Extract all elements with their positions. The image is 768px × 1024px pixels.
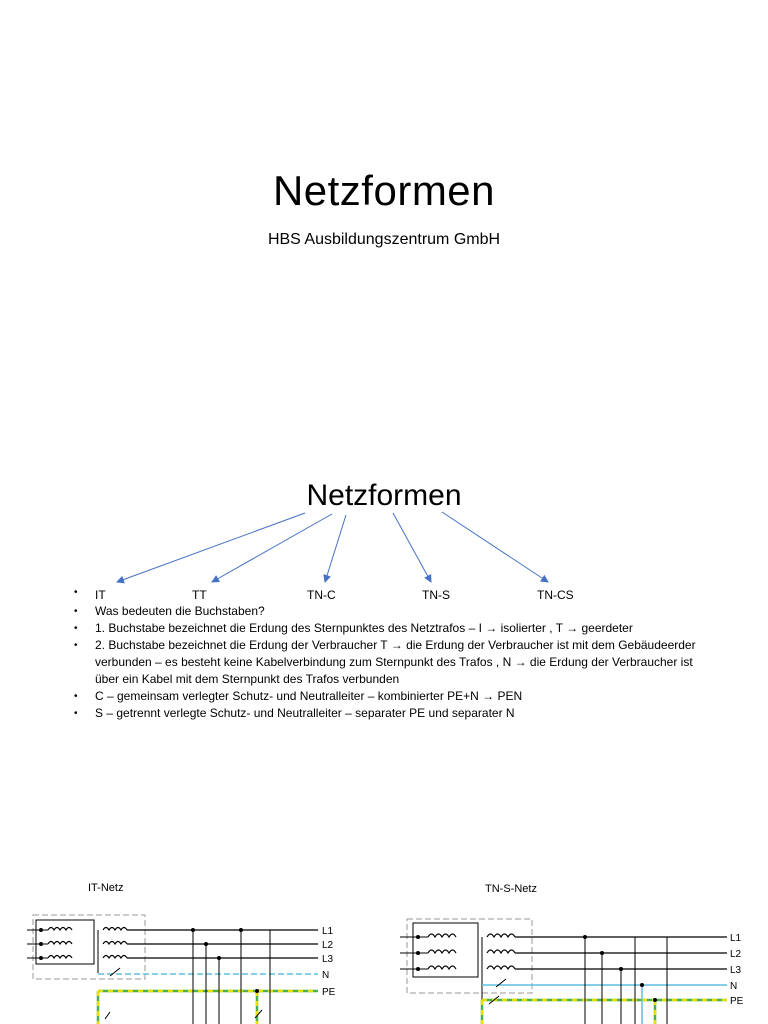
- junction-dot: [217, 956, 221, 960]
- switch-symbol: [496, 979, 506, 987]
- bullet-item: • S – getrennt verlegte Schutz- und Neutralleiter – separater PE und separater N: [74, 705, 714, 722]
- coil-primary-1: [48, 928, 72, 931]
- wire-label: L2: [730, 949, 742, 960]
- overview-slide: [0, 432, 768, 864]
- slide-title: Netzformen: [272, 167, 496, 214]
- junction-dot: [416, 967, 420, 971]
- wire-label: N: [730, 981, 738, 992]
- coil-primary-3: [48, 956, 72, 959]
- junction-dot: [39, 956, 43, 960]
- arrow-it: [117, 513, 305, 582]
- bullet-item: • Was bedeuten die Buchstaben?: [74, 603, 714, 620]
- diagram-title-tn-s: TN-S-Netz: [485, 883, 537, 895]
- coil-secondary-2: [103, 942, 127, 945]
- junction-dot: [416, 951, 420, 955]
- junction-dot: [653, 998, 657, 1002]
- coil-primary-2: [428, 950, 456, 953]
- transformer-box: [33, 915, 145, 979]
- slide-subtitle: HBS Ausbildungszentrum GmbH: [267, 231, 501, 248]
- net-label-tt: TT: [192, 588, 207, 602]
- diagram-title-it: IT-Netz: [88, 882, 124, 894]
- net-label-tn-s: TN-S: [422, 588, 450, 602]
- coil-secondary-3: [487, 966, 515, 969]
- wire-label: PE: [322, 987, 336, 998]
- wire-label: L1: [322, 926, 334, 937]
- coil-secondary-1: [487, 934, 515, 937]
- junction-dot: [640, 983, 644, 987]
- arrow-tn-cs: [442, 512, 548, 582]
- switch-symbol: [105, 1012, 110, 1019]
- junction-dot: [39, 928, 43, 932]
- junction-dot: [600, 951, 604, 955]
- bullet-item: • C – gemeinsam verlegter Schutz- und Neutralleiter – kombinierter PE+N → PEN: [74, 688, 714, 705]
- arrow-tt: [212, 514, 332, 582]
- junction-dot: [583, 935, 587, 939]
- wire-label: PE: [730, 996, 744, 1007]
- junction-dot: [416, 935, 420, 939]
- coil-secondary-2: [487, 950, 515, 953]
- slide-title: Netzformen: [306, 479, 462, 512]
- wire-label: N: [322, 970, 330, 981]
- net-label-tn-cs: TN-CS: [537, 588, 574, 602]
- junction-dot: [255, 989, 259, 993]
- arrow-tn-c: [325, 515, 346, 582]
- net-label-tn-c: TN-C: [307, 588, 336, 602]
- wire-label: L1: [730, 933, 742, 944]
- switch-symbol: [110, 968, 120, 976]
- it-network-diagram: [27, 915, 336, 1024]
- coil-secondary-1: [103, 928, 127, 931]
- coil-primary-1: [428, 934, 456, 937]
- diagram-slide: [0, 864, 768, 1024]
- title-slide: [0, 0, 768, 432]
- junction-dot: [619, 967, 623, 971]
- bullet-item: • 2. Buchstabe bezeichnet die Erdung der Verbraucher T → die Erdung der Verbraucher ist mit dem Gebäudeerder verbunden – es besteht keine Kabelverbindung zum Sternpunkt des Trafos , N → die Erdung der Verbraucher ist über ein Kabel mit dem Sternpunkt des Trafos verbunden: [74, 637, 714, 688]
- junction-dot: [39, 942, 43, 946]
- coil-primary-2: [48, 942, 72, 945]
- net-label-it: IT: [95, 588, 106, 602]
- junction-dot: [239, 928, 243, 932]
- arrow-tn-s: [393, 513, 431, 582]
- tn-s-network-diagram: [400, 919, 744, 1024]
- transformer-box: [407, 919, 532, 993]
- wire-label: L3: [322, 954, 334, 965]
- junction-dot: [191, 928, 195, 932]
- wire-label: L3: [730, 965, 742, 976]
- junction-dot: [204, 942, 208, 946]
- network-diagrams: [0, 864, 768, 1024]
- wire-label: L2: [322, 940, 334, 951]
- bullet-item: • 1. Buchstabe bezeichnet die Erdung des Sternpunktes des Netztrafos – I → isolierter , T → geerdeter: [74, 620, 714, 637]
- coil-secondary-3: [103, 956, 127, 959]
- explanation-list: [74, 603, 714, 722]
- bullet-marker: •: [74, 587, 78, 598]
- coil-primary-3: [428, 966, 456, 969]
